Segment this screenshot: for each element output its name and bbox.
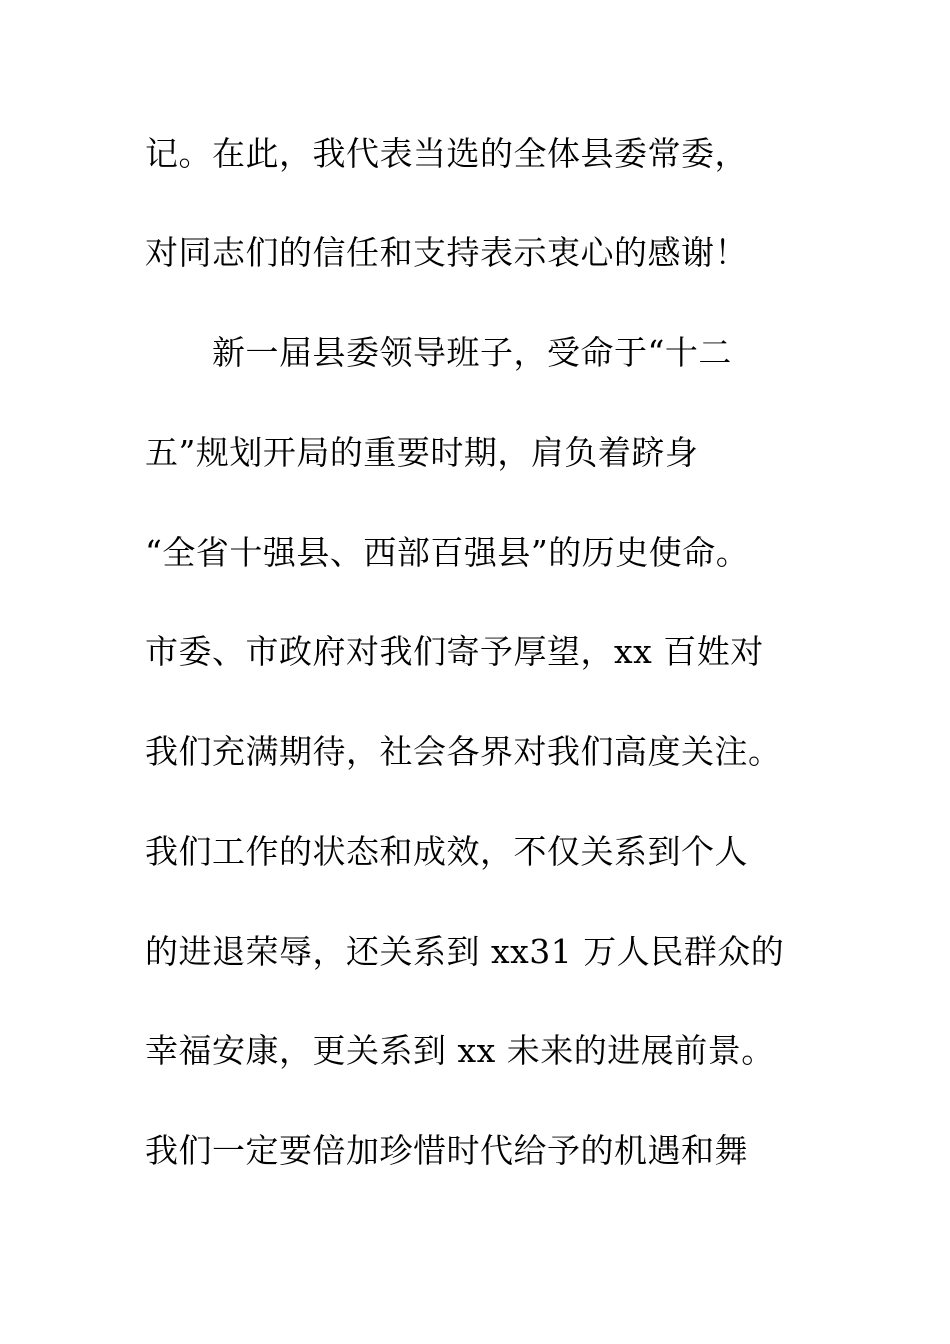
text-line-1: 记。在此，我代表当选的全体县委常委， [145, 134, 748, 173]
text-line-9: 的进退荣辱，还关系到 xx31 万人民群众的 [145, 932, 785, 971]
paragraph-start-line: 新一届县委领导班子，受命于“十二 [212, 333, 732, 372]
text-line-11: 我们一定要倍加珍惜时代给予的机遇和舞 [145, 1131, 748, 1170]
text-line-5: “全省十强县、西部百强县”的历史使命。 [145, 533, 750, 572]
text-line-2: 对同志们的信任和支持表示衷心的感谢！ [145, 233, 748, 272]
text-line-6: 市委、市政府对我们寄予厚望，xx 百姓对 [145, 632, 764, 671]
text-line-4: 五”规划开局的重要时期，肩负着跻身 [145, 433, 699, 472]
text-line-7: 我们充满期待，社会各界对我们高度关注。 [145, 732, 782, 771]
text-line-10: 幸福安康，更关系到 xx 未来的进展前景。 [145, 1031, 775, 1070]
text-line-8: 我们工作的状态和成效，不仅关系到个人 [145, 832, 748, 871]
